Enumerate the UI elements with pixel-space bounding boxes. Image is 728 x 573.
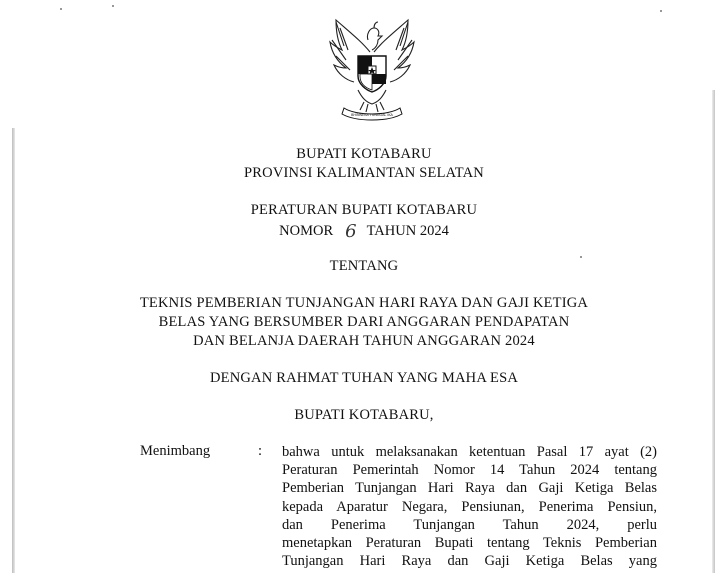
scan-speck <box>112 5 114 7</box>
garuda-emblem-icon <box>322 12 422 122</box>
considering-colon: : <box>258 443 263 459</box>
considering-line: Tunjangan Hari Raya dan Gaji Ketiga Belas yang <box>282 553 657 570</box>
subject-line-3: DAN BELANJA DAERAH TAHUN ANGGARAN 2024 <box>193 333 535 349</box>
subject-line-2: BELAS YANG BERSUMBER DARI ANGGARAN PENDAPATAN <box>158 314 570 330</box>
tentang-heading: TENTANG <box>329 258 399 274</box>
considering-line: kepada Aparatur Negara, Pensiunan, Penerima Pensiun, <box>282 498 657 515</box>
considering-line: bahwa untuk melaksanakan ketentuan Pasal 17 ayat (2) <box>282 444 657 460</box>
considering-line: Peraturan Pemerintah Nomor 14 Tahun 2024 tentang <box>282 462 657 479</box>
regulation-number-line <box>0 220 728 241</box>
scan-speck <box>60 8 62 10</box>
tahun-label: TAHUN 2024 <box>366 223 449 239</box>
scan-speck <box>660 10 662 12</box>
nomor-handwritten-value: 6 <box>345 221 357 242</box>
header-line-2: PROVINSI KALIMANTAN SELATAN <box>244 165 484 181</box>
considering-line: menetapkan Peraturan Bupati tentang Teknis Pemberian <box>282 534 657 551</box>
considering-text <box>282 443 657 570</box>
subject-line-1: TEKNIS PEMBERIAN TUNJANGAN HARI RAYA DAN GAJI KETIGA <box>139 295 589 311</box>
considering-line: dan Penerima Tunjangan Tahun 2024, perlu <box>282 516 657 533</box>
considering-label: Menimbang <box>140 443 211 459</box>
emblem-motto: BHINNEKA TUNGGAL IKA <box>351 113 393 117</box>
authority-heading: BUPATI KOTABARU, <box>294 407 434 423</box>
header-line-1: BUPATI KOTABARU <box>296 146 432 162</box>
nomor-label: NOMOR <box>279 223 334 239</box>
regulation-title: PERATURAN BUPATI KOTABARU <box>250 202 478 218</box>
considering-line: Pemberian Tunjangan Hari Raya dan Gaji Ketiga Belas <box>282 480 657 497</box>
invocation: DENGAN RAHMAT TUHAN YANG MAHA ESA <box>209 370 519 386</box>
